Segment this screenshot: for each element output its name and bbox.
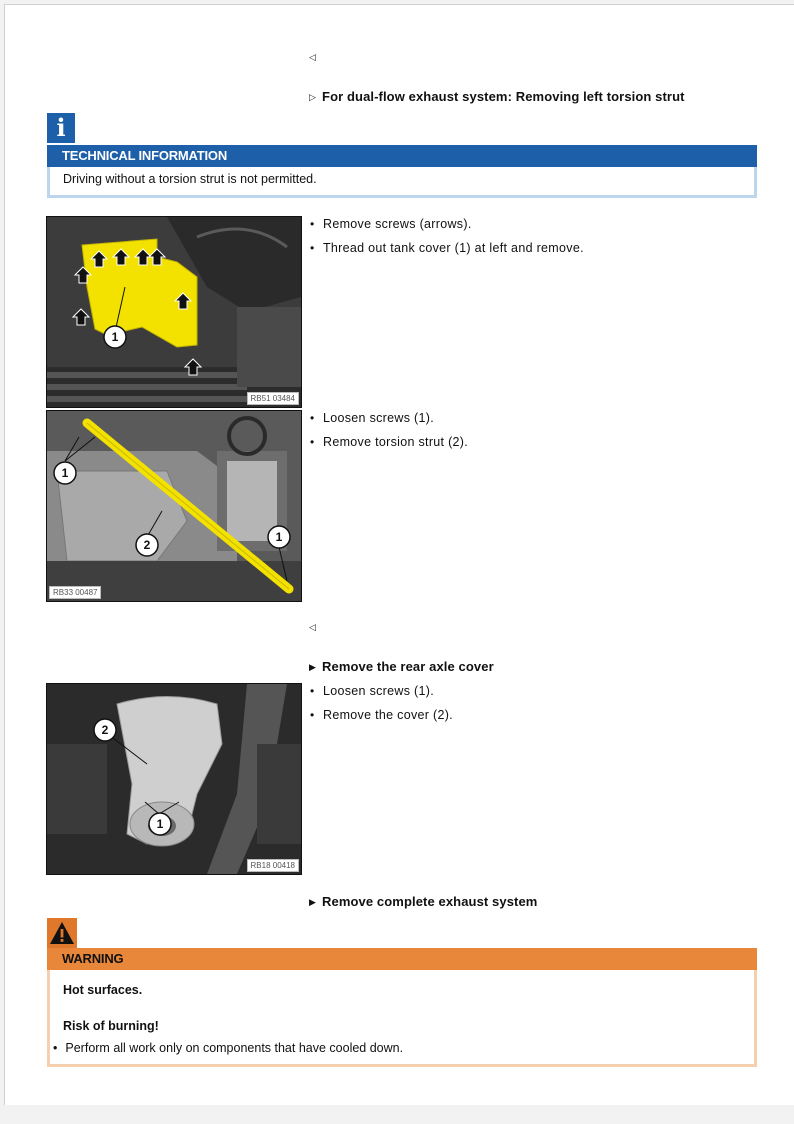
callout-label: 1	[111, 330, 119, 344]
outline-triangle-icon: ▷	[309, 92, 317, 102]
section-heading-text: Remove complete exhaust system	[322, 894, 538, 909]
image-reference-code: RB33 00487	[49, 586, 101, 599]
list-item: • Remove torsion strut (2).	[308, 434, 748, 458]
section-heading-text: Remove the rear axle cover	[322, 659, 494, 674]
rear-axle-cover-illustration	[47, 684, 301, 874]
list-item: • Remove the cover (2).	[308, 707, 748, 731]
info-icon: i	[47, 113, 75, 143]
callout-label: 2	[143, 538, 151, 552]
rear-axle-cover-image	[46, 683, 302, 875]
list-item: • Loosen screws (1).	[308, 683, 748, 707]
manual-page	[4, 4, 794, 1105]
section-heading-rear-axle-cover	[309, 659, 494, 674]
warning-line-risk: Risk of burning!	[63, 1019, 159, 1033]
technical-information-box	[47, 145, 757, 198]
tank-cover-image	[46, 216, 302, 408]
warning-bullet	[53, 1041, 403, 1055]
technical-information-title: TECHNICAL INFORMATION	[47, 145, 757, 167]
technical-information-text: Driving without a torsion strut is not permitted.	[47, 167, 757, 198]
torsion-strut-illustration	[47, 411, 301, 601]
list-item: • Loosen screws (1).	[308, 410, 748, 434]
step2-instructions	[308, 410, 748, 457]
callout-label: 1	[156, 817, 164, 831]
filled-triangle-icon: ▶	[309, 897, 317, 907]
warning-line-hot-surfaces: Hot surfaces.	[63, 983, 143, 997]
section-heading-torsion-strut	[309, 89, 685, 104]
back-marker-middle: ◁	[309, 622, 316, 632]
section-heading-text: For dual-flow exhaust system: Removing left torsion strut	[322, 89, 685, 104]
warning-triangle-icon	[47, 918, 77, 948]
section2-instructions	[308, 683, 748, 730]
warning-box	[47, 948, 757, 1067]
warning-body	[47, 970, 757, 1067]
image-reference-code: RB18 00418	[247, 859, 299, 872]
warning-bullet-text: Perform all work only on components that have cooled down.	[65, 1041, 404, 1055]
image-reference-code: RB51 03484	[247, 392, 299, 405]
warning-title: WARNING	[47, 948, 757, 970]
callout-label: 2	[101, 723, 109, 737]
tank-cover-illustration	[47, 217, 301, 407]
back-marker-top: ◁	[309, 52, 316, 62]
section-heading-exhaust-system	[309, 894, 537, 909]
filled-triangle-icon: ▶	[309, 662, 317, 672]
callout-label: 1	[275, 530, 283, 544]
torsion-strut-image	[46, 410, 302, 602]
list-item: • Remove screws (arrows).	[308, 216, 748, 240]
list-item: • Thread out tank cover (1) at left and remove.	[308, 240, 748, 264]
bullet-dot: •	[53, 1041, 58, 1055]
callout-label: 1	[61, 466, 69, 480]
step1-instructions	[308, 216, 748, 263]
